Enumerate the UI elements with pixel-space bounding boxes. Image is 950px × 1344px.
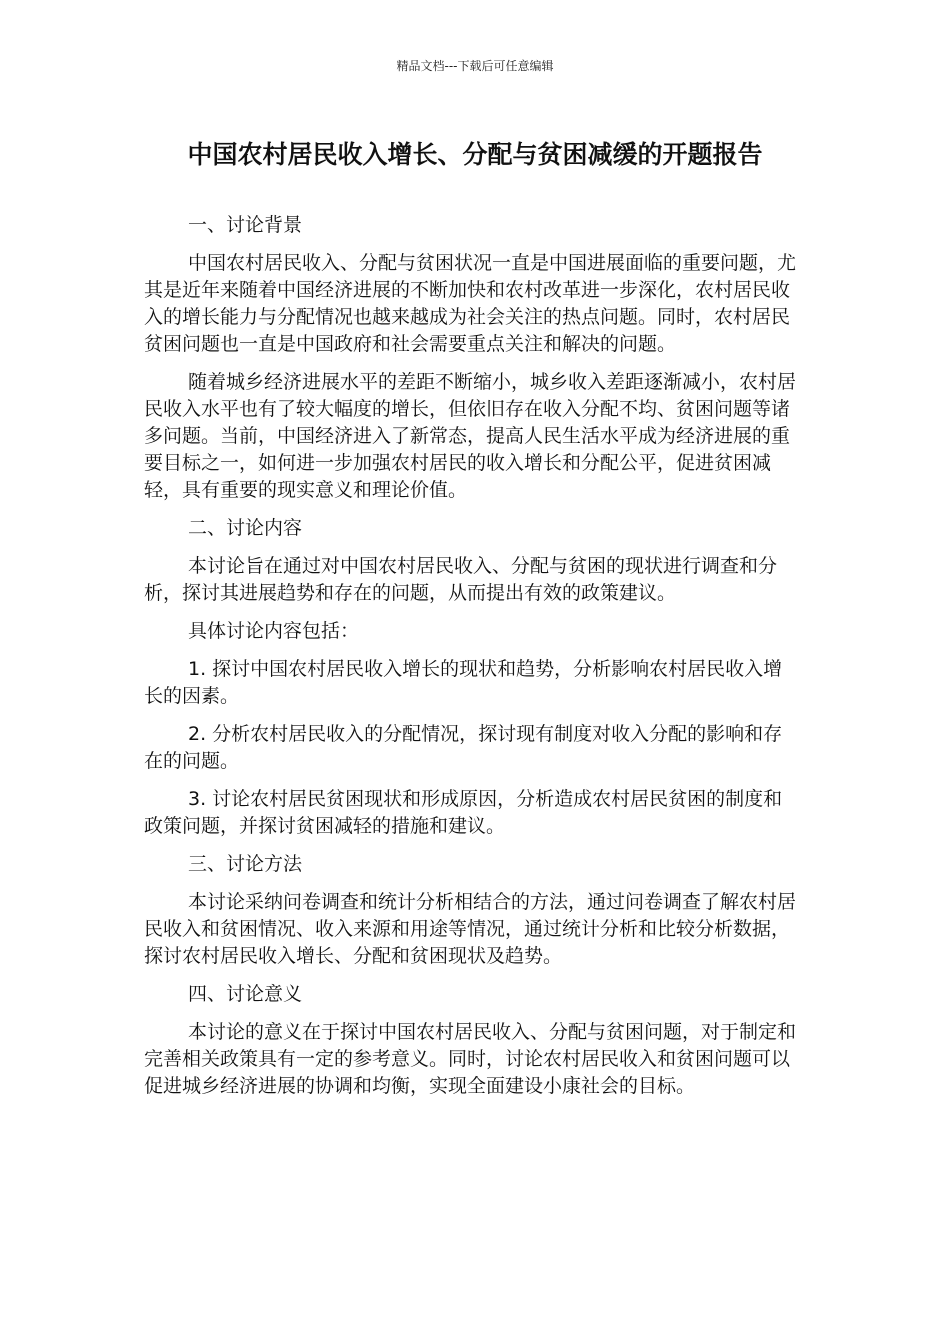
paragraph: 本讨论采纳问卷调查和统计分析相结合的方法，通过问卷调查了解农村居民收入和贫困情况、收入来源和用途等情况，通过统计分析和比较分析数据，探讨农村居民收入增长、分配和贫困现状及趋势。 [144, 891, 797, 967]
paragraph: 中国农村居民收入、分配与贫困状况一直是中国进展面临的重要问题，尤其是近年来随着中国经济进展的不断加快和农村改革进一步深化，农村居民收入的增长能力与分配情况也越来越成为社会关注的热点问题。同时，农村居民贫困问题也一直是中国政府和社会需要重点关注和解决的问题。 [144, 252, 797, 355]
paragraph: 本讨论旨在通过对中国农村居民收入、分配与贫困的现状进行调查和分析，探讨其进展趋势和存在的问题，从而提出有效的政策建议。 [144, 555, 778, 604]
paragraph: 随着城乡经济进展水平的差距不断缩小，城乡收入差距逐渐减小，农村居民收入水平也有了较大幅度的增长，但依旧存在收入分配不均、贫困问题等诸多问题。当前，中国经济进入了新常态，提高人民生活水平成为经济进展的重要目标之一，如何进一步加强农村居民的收入增长和分配公平，促进贫困减轻，具有重要的现实意义和理论价值。 [144, 371, 797, 501]
paragraph: 具体讨论内容包括： [188, 620, 360, 642]
document-title: 中国农村居民收入增长、分配与贫困减缓的开题报告 [187, 140, 763, 169]
section-heading-method: 三、讨论方法 [188, 853, 303, 875]
section-heading-significance: 四、讨论意义 [188, 983, 303, 1005]
section-heading-background: 一、讨论背景 [188, 214, 303, 236]
paragraph: 本讨论的意义在于探讨中国农村居民收入、分配与贫困问题，对于制定和完善相关政策具有一定的参考意义。同时，讨论农村居民收入和贫困问题可以促进城乡经济进展的协调和均衡，实现全面建设小康社会的目标。 [144, 1021, 797, 1097]
section-heading-content: 二、讨论内容 [188, 517, 303, 539]
document-body [144, 212, 798, 1111]
list-item: 3. 讨论农村居民贫困现状和形成原因，分析造成农村居民贫困的制度和政策问题，并探讨贫困减轻的措施和建议。 [144, 788, 783, 837]
list-item: 2. 分析农村居民收入的分配情况，探讨现有制度对收入分配的影响和存在的问题。 [144, 723, 783, 772]
header-note: 精品文档---下载后可任意编辑 [396, 59, 554, 73]
list-item: 1. 探讨中国农村居民收入增长的现状和趋势，分析影响农村居民收入增长的因素。 [144, 658, 783, 707]
